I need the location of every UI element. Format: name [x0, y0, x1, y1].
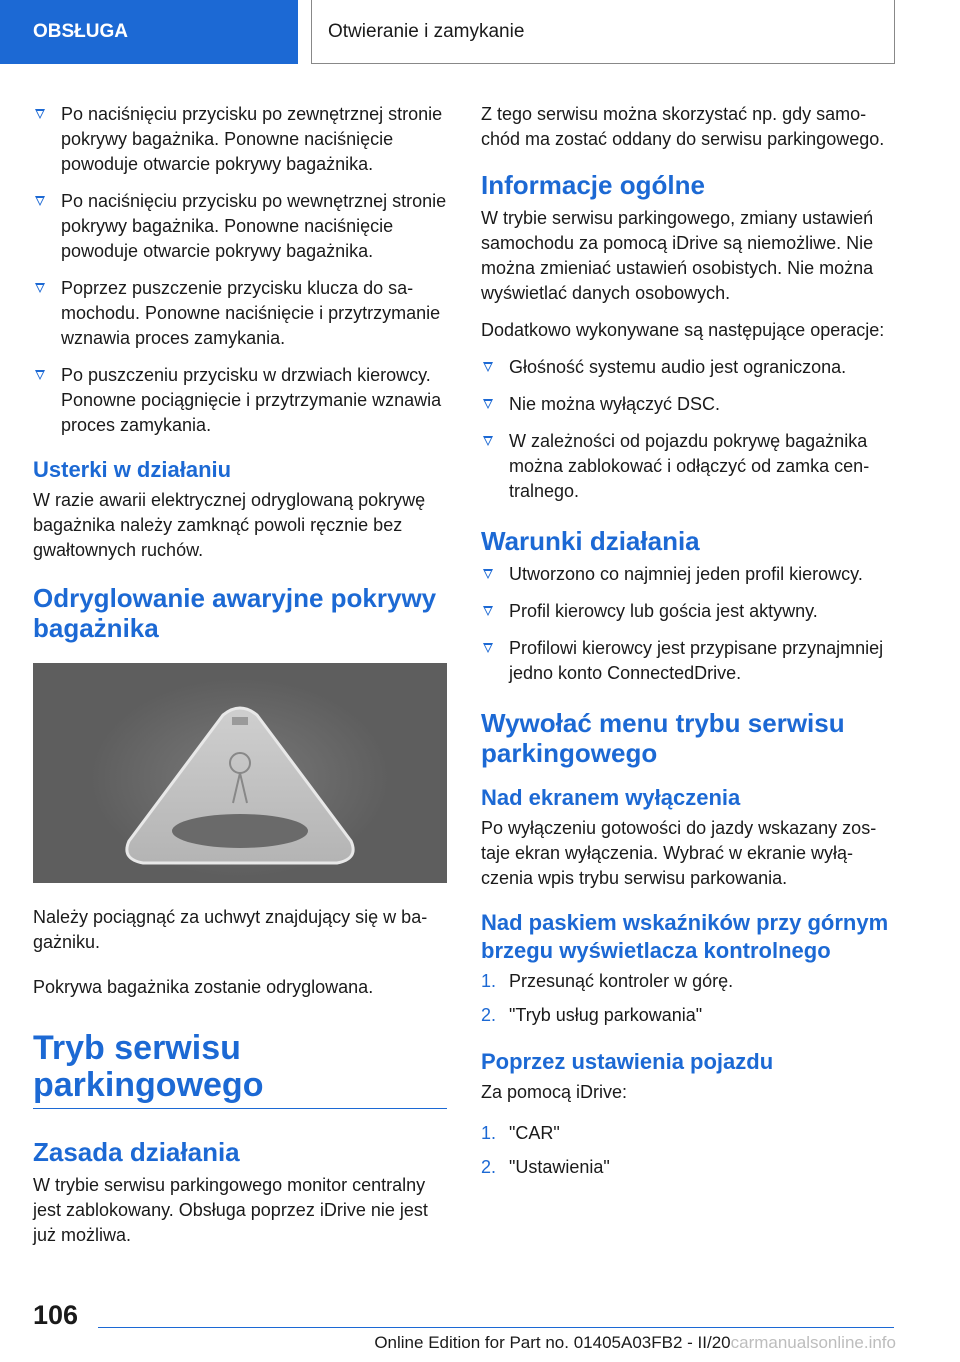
heading-zasada: Zasada działania — [33, 1137, 240, 1167]
list-item: Po naciśnięciu przycisku po wewnętrznej stronie pokrywy bagażnika. Ponowne naciśnięcie powoduje otwarcie pokrywy bagażnika. — [33, 189, 447, 264]
heading-tryb-serwisu: Tryb serwisu parkingowego — [33, 1030, 447, 1109]
list-item: Po naciśnięciu przycisku po zewnętrznej stronie pokrywy bagażnika. Ponowne naciśnięcie powoduje otwarcie pokrywy bagażnika. — [33, 102, 447, 177]
chapter-title: Otwieranie i zamykanie — [328, 20, 525, 42]
heading-poprzez: Poprzez ustawienia pojazdu — [481, 1049, 774, 1074]
triangle-bullet-icon — [35, 109, 45, 119]
list-item: Poprzez puszczenie przycisku klucza do samochodu. Ponowne naciśnięcie i przytrzymanie wznawia proces zamykania. — [33, 276, 447, 351]
section-tab — [0, 0, 298, 64]
right-column — [481, 102, 896, 1189]
triangle-bullet-icon — [483, 399, 493, 409]
figure-caption-2: Pokrywa bagażnika zostanie odryglowana. — [33, 977, 374, 997]
usterki-text: W razie awarii elektrycznej odryglowaną pokrywę bagażnika należy zamknąć powoli ręcznie bez gwałtownych ruchów. — [33, 490, 426, 560]
figure-caption-1: Należy pociągnąć za uchwyt znajdujący się w bagażniku. — [33, 907, 428, 952]
list-item: Głośność systemu audio jest ograniczona. — [481, 355, 896, 380]
heading-usterki: Usterki w działaniu — [33, 457, 232, 482]
zasada-text: W trybie serwisu parkingowego monitor centralny jest zablokowany. Obsługa poprzez iDrive nie jest już możliwa. — [33, 1175, 428, 1245]
list-item: 1. Przesunąć kontroler w górę. — [481, 971, 734, 991]
section-title: OBSŁUGA — [33, 21, 128, 42]
footer-edition: Online Edition for Part no. 01405A03FB2 - II/20carmanualsonline.info — [374, 1333, 896, 1352]
heading-warunki: Warunki działania — [481, 526, 700, 556]
list-item: Po puszczeniu przycisku w drzwiach kierowcy. Ponowne pociągnięcie i przytrzymanie wznawia proces zamykania. — [33, 363, 447, 438]
heading-nad-paskiem: Nad paskiem wskaźników przy górnym brzegu wyświetlacza kontrolnego — [481, 910, 889, 963]
triangle-bullet-icon — [35, 196, 45, 206]
warunki-bullets — [481, 562, 896, 686]
list-item: 1. "CAR" — [481, 1123, 560, 1143]
list-item: Nie można wyłączyć DSC. — [481, 392, 896, 417]
left-column — [33, 102, 447, 1260]
triangle-bullet-icon — [483, 436, 493, 446]
triangle-bullet-icon — [483, 362, 493, 372]
nad-ekranem-text: Po wyłączeniu gotowości do jazdy wskazany zostaje ekran wyłączenia. Wybrać w ekranie wyłączenia wpis trybu serwisu parkowania. — [481, 818, 877, 888]
watermark: carmanualsonline.info — [730, 1333, 896, 1352]
list-item: Utworzono co najmniej jeden profil kierowcy. — [481, 562, 896, 587]
info-text-1: W trybie serwisu parkingowego, zmiany ustawień samochodu za pomocą iDrive są niemożliwe. Nie można zmieniać ustawień osobistych. Nie można wyświetlać danych osobowych. — [481, 208, 874, 303]
trunk-release-handle-figure — [33, 663, 447, 883]
info-bullets — [481, 355, 896, 504]
list-item: Profil kierowcy lub gościa jest aktywny. — [481, 599, 896, 624]
triangle-bullet-icon — [483, 569, 493, 579]
list-item: 2. "Tryb usług parkowania" — [481, 1005, 703, 1025]
trunk-handle-illustration — [33, 663, 447, 883]
heading-wywolac: Wywołać menu trybu serwisu parkingowego — [481, 708, 845, 768]
poprzez-steps — [481, 1121, 896, 1180]
triangle-bullet-icon — [35, 370, 45, 380]
page-number: 106 — [33, 1300, 79, 1330]
footer-divider — [98, 1327, 894, 1328]
intro-text: Z tego serwisu można skorzystać np. gdy samochód ma zostać oddany do serwisu parkingowego. — [481, 104, 885, 149]
info-text-2: Dodatkowo wykonywane są następujące operacje: — [481, 320, 885, 340]
list-item: 2. "Ustawienia" — [481, 1157, 610, 1177]
list-item: W zależności od pojazdu pokrywę bagażnika można zablokować i odłączyć od zamka centralnego. — [481, 429, 896, 504]
triangle-bullet-icon — [35, 283, 45, 293]
triangle-bullet-icon — [483, 606, 493, 616]
heading-odryglowanie: Odryglowanie awaryjne pokrywy bagażnika — [33, 583, 437, 643]
triangle-bullet-icon — [483, 643, 493, 653]
poprzez-text: Za pomocą iDrive: — [481, 1082, 628, 1102]
chapter-tab — [311, 0, 895, 64]
heading-nad-ekranem: Nad ekranem wyłączenia — [481, 785, 741, 810]
nad-paskiem-steps — [481, 969, 896, 1028]
list-item: Profilowi kierowcy jest przypisane przynajmniej jedno konto ConnectedDrive. — [481, 636, 896, 686]
heading-informacje: Informacje ogólne — [481, 170, 705, 200]
closing-methods-list — [33, 102, 447, 438]
